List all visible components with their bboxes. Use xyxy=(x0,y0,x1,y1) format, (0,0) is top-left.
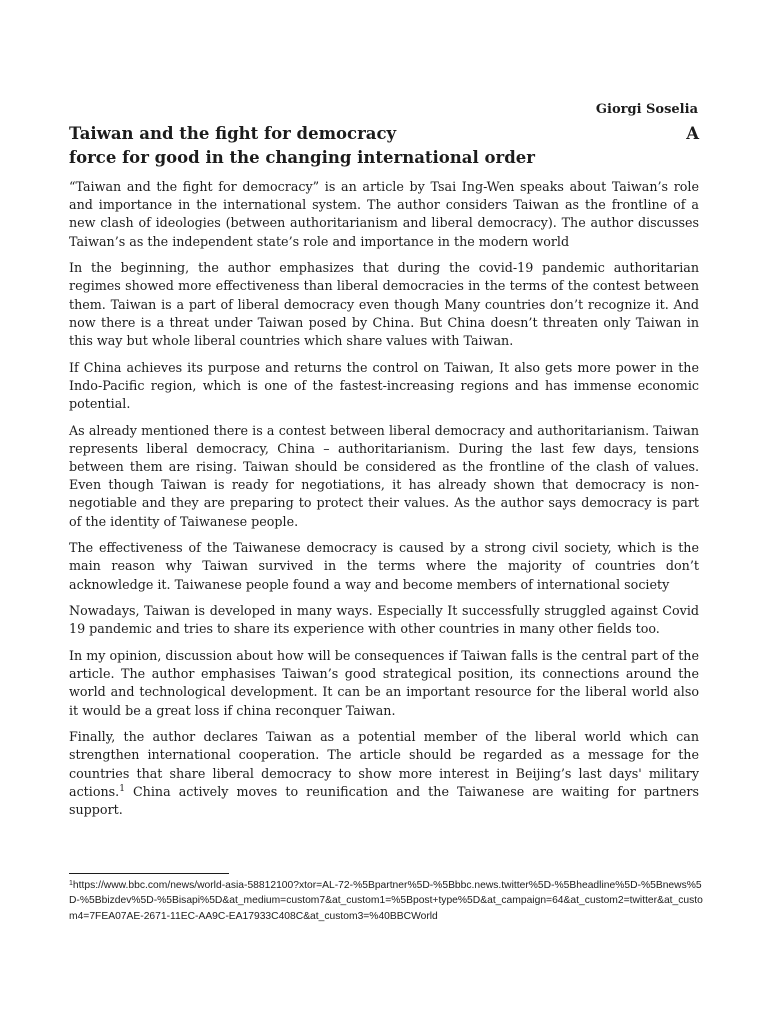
paragraph: In my opinion, discussion about how will be consequences if Taiwan falls is the central part of the article. The author emphasises Taiwan’s good strategical position, its connections around the world and technological development. It can be an important resource for the liberal world also it would be a great loss if china reconquer Taiwan. xyxy=(69,648,699,718)
title-line-1-left: Taiwan and the fight for democracy xyxy=(69,124,397,143)
article-body xyxy=(69,178,699,828)
title-line-1 xyxy=(69,122,699,146)
paragraph: Nowadays, Taiwan is developed in many ways. Especially It successfully struggled against Covid 19 pandemic and tries to share its experience with other countries in many other fields too. xyxy=(69,603,699,637)
paragraph: In the beginning, the author emphasizes that during the covid-19 pandemic authoritarian regimes showed more effectiveness than liberal democracies in the terms of the contest between them. Taiwan is a part of liberal democracy even though Many countries don’t recognize it. And now there is a threat under Taiwan posed by China. But China doesn’t threaten only Taiwan in this way but whole liberal countries which share values with Taiwan. xyxy=(69,260,699,349)
final-paragraph-part-1: Finally, the author declares Taiwan as a potential member of the liberal world which can strengthen international cooperation. The article should be regarded as a message for the countries that share liberal democracy to show more interest in Beijing’s last days' military actions. xyxy=(69,729,699,799)
final-paragraph-part-2: China actively moves to reunification and the Taiwanese are waiting for partners support. xyxy=(69,783,699,818)
title-line-1-right: A xyxy=(686,124,699,143)
paragraph: The effectiveness of the Taiwanese democracy is caused by a strong civil society, which is the main reason why Taiwan survived in the terms where the majority of countries don’t acknowledge it. Taiwanese people found a way and become members of international society xyxy=(69,540,699,592)
author-name: Giorgi Soselia xyxy=(595,102,698,117)
footnote-number: 1 xyxy=(69,880,73,887)
footnote-link[interactable]: https://www.bbc.com/news/world-asia-58812100?xtor=AL-72-%5Bpartner%5D-%5Bbbc.news.twitter%5D-%5Bheadline%5D-%5Bnews%5D-%5Bbizdev%5D-%5Bisapi%5D&at_medium=custom7&at_custom1=%5Bpost+type%5D&at_campaign=64&at_custom2=twitter&at_custom4=7FEA07AE-2671-11EC-AA9C-EA17933C408C&at_custom3=%40BBCWorld xyxy=(69,880,703,922)
title-line-2: force for good in the changing international order xyxy=(69,148,535,167)
final-paragraph xyxy=(69,728,699,819)
paragraph: “Taiwan and the fight for democracy” is an article by Tsai Ing-Wen speaks about Taiwan’s role and importance in the international system. The author considers Taiwan as the frontline of a new clash of ideologies (between authoritarianism and liberal democracy). The author discusses Taiwan’s as the independent state’s role and importance in the modern world xyxy=(69,179,699,249)
footnote-separator xyxy=(69,873,229,874)
paragraph: As already mentioned there is a contest between liberal democracy and authoritarianism. Taiwan represents liberal democracy, China – authoritarianism. During the last few days, tensions between them are rising. Taiwan should be considered as the frontline of the clash of values. Even though Taiwan is ready for negotiations, it has already shown that democracy is non-negotiable and they are preparing to protect their values. As the author says democracy is part of the identity of Taiwanese people. xyxy=(69,422,699,529)
paragraph: If China achieves its purpose and returns the control on Taiwan, It also gets more power in the Indo-Pacific region, which is one of the fastest-increasing regions and has immense economic potential. xyxy=(69,359,699,412)
document-title xyxy=(69,122,699,170)
footnote xyxy=(69,878,709,924)
footnote-reference[interactable]: 1 xyxy=(119,783,125,794)
